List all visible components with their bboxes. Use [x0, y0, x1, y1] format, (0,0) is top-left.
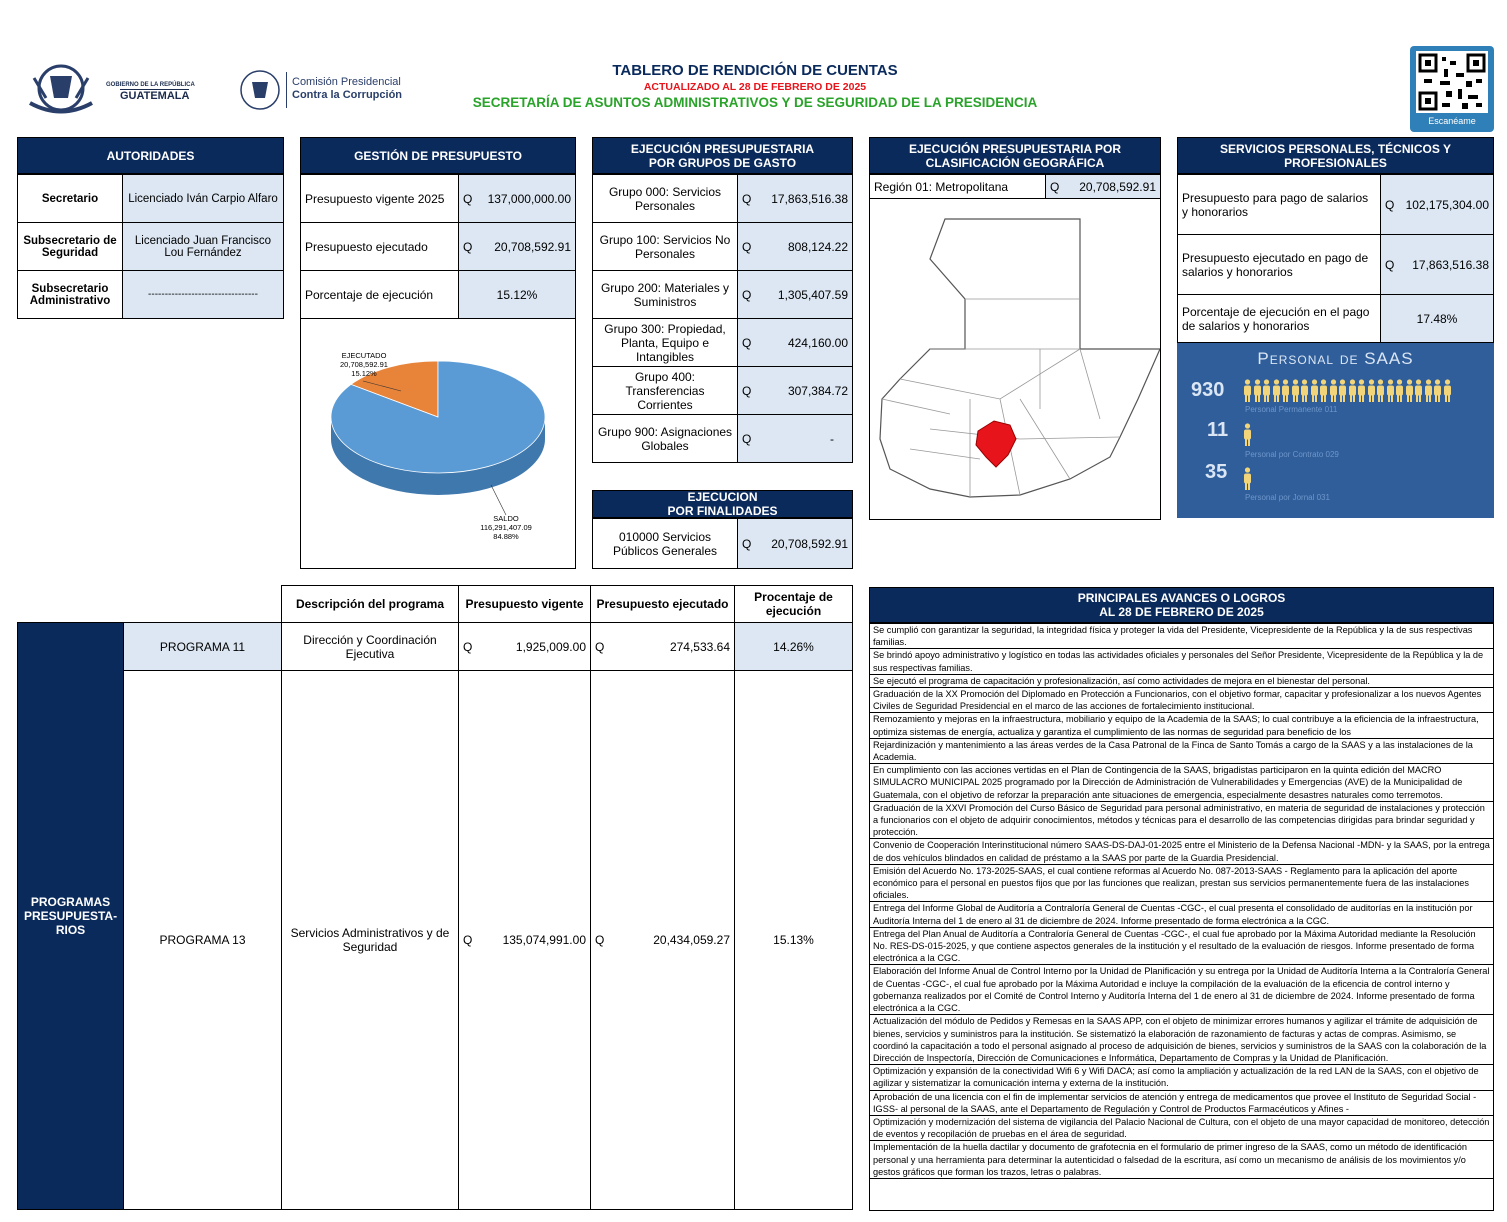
logo2-line1: Comisión Presidencial — [292, 76, 401, 88]
logro-item: Entrega del Informe Global de Auditoría a Contraloría General de Cuentas -CGC-, el cual presenta el consolidado de auditorías en la institución por Auditoría Interna del 1 de enero al 31 de diciembre de 2024. Informe presentado de forma electrónica a la CGC. — [870, 902, 1493, 927]
personal-icons-contrato — [1243, 423, 1253, 449]
logros-list — [869, 623, 1494, 1211]
currency: Q — [1385, 197, 1395, 212]
logro-item: Se cumplió con garantizar la seguridad, la integridad física y proteger la vida del Presidente, Vicepresidente de la República y la de sus respectivas familias. — [870, 624, 1493, 649]
grupo-value: 808,124.22 — [787, 239, 848, 254]
qr-code[interactable] — [1410, 46, 1494, 132]
finalidad-value: 20,708,592.91 — [771, 536, 848, 551]
person-icon — [1376, 379, 1385, 403]
person-icon — [1253, 379, 1262, 403]
programa-porcentaje: 14.26% — [735, 623, 853, 671]
logro-item: Aprobación de una licencia con el fin de implementar servicios de atención y entrega de medicamentos que provee el Instituto de Seguridad Social -IGSS- al personal de la SAAS, ante el Departamento de Regulación y Control de Productos Farmacéuticos y Afines - — [870, 1091, 1493, 1116]
pie-label-name: EJECUTADO — [341, 351, 387, 360]
grupo-label: Grupo 900: Asignaciones Globales — [593, 415, 738, 463]
grupo-value: 424,160.00 — [787, 335, 848, 350]
personal-group-label: Personal por Jornal 031 — [1245, 493, 1330, 502]
person-icon — [1300, 379, 1309, 403]
grupo-label: Grupo 200: Materiales y Suministros — [593, 271, 738, 319]
logo1-line2: GUATEMALA — [120, 90, 190, 102]
person-icon — [1395, 379, 1404, 403]
gestion-header: GESTIÓN DE PRESUPUESTO — [300, 137, 576, 174]
person-icon — [1243, 467, 1252, 491]
finalidad-label: 010000 Servicios Públicos Generales — [593, 519, 738, 569]
person-icon — [1357, 379, 1366, 403]
name-secretario: Licenciado Iván Carpio Alfaro — [123, 175, 284, 223]
geografica-table — [869, 174, 1161, 199]
logro-item: Optimización y modernización del sistema de vigilancia del Palacio Nacional de Cultura, con el objeto de una mayor capacidad de monitoreo, detección de eventos y recopilación de pruebas en el área de seguridad. — [870, 1116, 1493, 1141]
grupos-title-line1: EJECUCIÓN PRESUPUESTARIA — [630, 141, 815, 156]
person-icon — [1310, 379, 1319, 403]
personal-count: 11 — [1207, 419, 1229, 441]
programas-table — [17, 585, 853, 1210]
servicios-label: Presupuesto ejecutado en pago de salarios y honorarios — [1178, 235, 1381, 295]
currency: Q — [742, 191, 752, 206]
role-subsecretario-seguridad: Subsecretario de Seguridad — [18, 223, 123, 271]
currency: Q — [1050, 179, 1060, 194]
person-icon — [1367, 379, 1376, 403]
currency: Q — [463, 933, 473, 947]
programa-name: PROGRAMA 13 — [124, 671, 282, 1210]
finalidades-header — [592, 490, 853, 518]
grupo-label: Grupo 100: Servicios No Personales — [593, 223, 738, 271]
currency: Q — [742, 383, 752, 398]
logro-item: Actualización del módulo de Pedidos y Remesas en la SAAS APP, con el objeto de minimizar errores humanos y agilizar el trámite de adquisición de bienes, servicios y suministros para la institución. Se sistematizó la elaboración de razonamiento de facturas y actas de compras. Asimismo, se coordinó la capacitación a todo el personal asignado al proceso de adquisición de bienes, servicios y suministros de la SAAS con la colaboración de la Dirección de Inspectoría, Dirección de Comunicaciones e Informática, Departamento de Compras y la Unidad de Planificación. — [870, 1015, 1493, 1065]
currency: Q — [463, 639, 473, 654]
role-subsecretario-administrativo: Subsecretario Administrativo — [18, 271, 123, 319]
grupo-value: 307,384.72 — [787, 383, 848, 398]
grupos-title-line2: POR GRUPOS DE GASTO — [648, 155, 797, 170]
grupo-label: Grupo 400: Transferencias Corrientes — [593, 367, 738, 415]
currency: Q — [742, 431, 752, 446]
region-label: Región 01: Metropolitana — [870, 175, 1046, 199]
grupo-label: Grupo 300: Propiedad, Planta, Equipo e Intangibles — [593, 319, 738, 367]
programas-header-porcentaje: Procentaje de ejecución — [735, 586, 853, 623]
logro-item: Se ejecutó el programa de capacitación y profesionalización, así como actividades de mejora en el bienestar del personal. — [870, 675, 1493, 688]
servicios-table — [1177, 174, 1494, 343]
servicios-label: Presupuesto para pago de salarios y honorarios — [1178, 175, 1381, 235]
finalidades-table — [592, 518, 853, 569]
programas-header-desc: Descripción del programa — [282, 586, 459, 623]
logro-item: Convenio de Cooperación Interinstitucional número SAAS-DS-DAJ-01-2025 entre el Ministerio de la Defensa Nacional -MDN- y la SAAS, por la entrega de dos vehículos blindados en calidad de préstamo a la SAAS por parte de la Guardia Presidencial. — [870, 839, 1493, 864]
grupos-header — [592, 137, 853, 174]
autoridades-table — [17, 174, 284, 319]
logros-header — [869, 587, 1494, 623]
currency: Q — [595, 639, 605, 654]
finalidades-title-line2: POR FINALIDADES — [667, 504, 778, 518]
programas-header-ejecutado: Presupuesto ejecutado — [591, 586, 735, 623]
pie-label-percent: 84.88% — [493, 532, 519, 541]
person-icon — [1291, 379, 1300, 403]
programas-side-label: PROGRAMAS PRESUPUESTA-RIOS — [18, 623, 124, 1210]
grupo-value: - — [830, 431, 834, 446]
gestion-value: 15.12% — [459, 271, 576, 319]
gestion-value: 20,708,592.91 — [494, 239, 571, 254]
person-icon — [1319, 379, 1328, 403]
logros-title-line2: AL 28 DE FEBRERO DE 2025 — [1099, 605, 1264, 619]
logro-item: Rejardinización y mantenimiento a las áreas verdes de la Casa Patronal de la Finca de Santo Tomás a cargo de la SAAS y a las instalaciones de la Academia. — [870, 739, 1493, 764]
grupo-label: Grupo 000: Servicios Personales — [593, 175, 738, 223]
gestion-label: Presupuesto vigente 2025 — [301, 175, 459, 223]
currency: Q — [742, 335, 752, 350]
servicios-label: Porcentaje de ejecución en el pago de salarios y honorarios — [1178, 295, 1381, 343]
programa-ejecutado: 274,533.64 — [669, 639, 730, 654]
qr-label: Escanéame — [1428, 116, 1476, 126]
logro-item: Implementación de la huella dactilar y documento de grafotecnia en el formulario de primer ingreso de la SAAS, como un método de identificación personal y una herramienta para determinar la autenticidad o falsedad de la escritura, así como un mecanismo de análisis de los movimientos y/o gestos gráficos que forman los trazos, letras o palabras. — [870, 1141, 1493, 1179]
currency: Q — [595, 933, 605, 947]
servicios-header: SERVICIOS PERSONALES, TÉCNICOS Y PROFESIONALES — [1177, 137, 1494, 174]
person-icon — [1433, 379, 1442, 403]
person-icon — [1243, 379, 1252, 403]
currency: Q — [463, 239, 473, 254]
logro-item: Entrega del Plan Anual de Auditoría a Contraloría General de Cuentas -CGC-, el cual fue aprobado por la Máxima Autoridad mediante la Resolución No. RES-DS-015-2025, y que contiene aspectos generales de la institución y el resultado de la evaluación de riesgos. Informe presentado de forma electrónica a la CGC. — [870, 928, 1493, 966]
coat-of-arms-icon — [20, 58, 102, 118]
personal-count: 930 — [1191, 379, 1225, 401]
person-icon — [1443, 379, 1452, 403]
person-icon — [1243, 423, 1252, 447]
ccc-logo — [238, 68, 418, 114]
programa-ejecutado: 20,434,059.27 — [653, 933, 730, 947]
currency: Q — [1385, 257, 1395, 272]
pie-label-ejecutado — [329, 351, 399, 378]
currency: Q — [742, 287, 752, 302]
programa-vigente: 135,074,991.00 — [502, 933, 586, 947]
currency: Q — [463, 191, 473, 206]
guatemala-map-frame — [869, 198, 1161, 520]
currency: Q — [742, 239, 752, 254]
person-icon — [1329, 379, 1338, 403]
logro-item: Graduación de la XX Promoción del Diplomado en Protección a Funcionarios, con el objetivo formar, capacitar y profesionalizar a los nuevos Agentes Civiles de Seguridad Presidencial en el marco de las acciones de fortalecimiento institucional. — [870, 688, 1493, 713]
person-icon — [1414, 379, 1423, 403]
grupo-value: 17,863,516.38 — [771, 191, 848, 206]
personal-icons-permanente — [1243, 379, 1452, 405]
pie-label-name: SALDO — [493, 514, 519, 523]
personal-count: 35 — [1205, 461, 1228, 483]
region-value: 20,708,592.91 — [1079, 179, 1156, 194]
name-subsecretario-administrativo: --------------------------------- — [123, 271, 284, 319]
person-icon — [1281, 379, 1290, 403]
logros-title-line1: PRINCIPALES AVANCES O LOGROS — [1077, 591, 1286, 605]
programa-name: PROGRAMA 11 — [124, 623, 282, 671]
programas-header-vigente: Presupuesto vigente — [459, 586, 591, 623]
person-icon — [1272, 379, 1281, 403]
role-secretario: Secretario — [18, 175, 123, 223]
gestion-value: 137,000,000.00 — [487, 191, 571, 206]
servicios-value: 17,863,516.38 — [1412, 257, 1489, 272]
logro-item: En cumplimiento con las acciones vertidas en el Plan de Contingencia de la SAAS, brigadistas participaron en la quinta edición del MACRO SIMULACRO MUNICIPAL 2025 programado por la Dirección de Administración de Vulnerabilidades y Emergencias (AVE) de la Municipalidad de Guatemala, con el objetivo de reforzar la preparación ante situaciones de emergencia, especialmente desastres naturales como terremotos. — [870, 764, 1493, 802]
guatemala-government-logo — [20, 58, 220, 118]
personal-infographic — [1177, 343, 1494, 518]
person-icon — [1262, 379, 1271, 403]
logro-item: Remozamiento y mejoras en la infraestructura, mobiliario y equipo de la Academia de la SAAS; lo cual contribuye a la eficiencia de la infraestructura, optimiza sistemas de energía, actualiza y garantiza el cumplimiento de las normas de seguridad para beneficio de los — [870, 713, 1493, 738]
person-icon — [1386, 379, 1395, 403]
person-icon — [1424, 379, 1433, 403]
person-icon — [1348, 379, 1357, 403]
gestion-label: Presupuesto ejecutado — [301, 223, 459, 271]
update-date: ACTUALIZADO AL 28 DE FEBRERO DE 2025 — [643, 81, 867, 93]
geografica-title-line2: CLASIFICACIÓN GEOGRÁFICA — [925, 155, 1105, 170]
logo2-line2: Contra la Corrupción — [292, 89, 403, 101]
person-icon — [1405, 379, 1414, 403]
pie-label-amount: 20,708,592.91 — [340, 360, 388, 369]
seal-icon — [238, 68, 282, 112]
logro-item: Graduación de la XXVI Promoción del Curso Básico de Seguridad para personal administrativo, en materia de seguridad de instalaciones y protección a funcionarios con el objeto de adquirir conocimientos, métodos y técnicas para el desarrollo de las competencias dirigidas para brindar seguridad y protección. — [870, 802, 1493, 840]
programa-porcentaje: 15.13% — [735, 671, 853, 1210]
budget-pie-chart-frame — [300, 318, 576, 569]
logro-item: Optimización y expansión de la conectividad Wifi 6 y Wifi DACA; así como la ampliación y actualización de la red LAN de la SAAS, con el objetivo de agilizar y sistematizar la comunicación interna y externa de la institución. — [870, 1065, 1493, 1090]
autoridades-header: AUTORIDADES — [17, 137, 284, 174]
pie-label-percent: 15.12% — [351, 369, 377, 378]
pie-leader-line — [491, 485, 506, 515]
qr-icon — [1416, 51, 1488, 113]
finalidades-title-line1: EJECUCION — [687, 490, 758, 504]
page-title: TABLERO DE RENDICIÓN DE CUENTAS — [612, 62, 898, 79]
servicios-value: 102,175,304.00 — [1405, 197, 1489, 212]
pie-label-amount: 116,291,407.09 — [480, 523, 532, 532]
gestion-table — [300, 174, 576, 319]
logro-item: Se brindó apoyo administrativo y logístico en todas las actividades oficiales y personales del Señor Presidente, Vicepresidente de la República y la de sus respectivas familias. — [870, 649, 1493, 674]
personal-group-label: Personal por Contrato 029 — [1245, 450, 1339, 459]
servicios-value: 17.48% — [1381, 295, 1494, 343]
person-icon — [1338, 379, 1347, 403]
programa-desc: Dirección y Coordinación Ejecutiva — [282, 623, 459, 671]
logo1-line1: GOBIERNO DE LA REPÚBLICA — [106, 82, 195, 88]
personal-group-label: Personal Permanente 011 — [1245, 405, 1338, 414]
entity-name: SECRETARÍA DE ASUNTOS ADMINISTRATIVOS Y DE SEGURIDAD DE LA PRESIDENCIA — [472, 95, 1038, 110]
personal-icons-jornal — [1243, 467, 1253, 493]
pie-label-saldo — [471, 514, 541, 541]
currency: Q — [742, 536, 752, 551]
logro-item: Emisión del Acuerdo No. 173-2025-SAAS, el cual contiene reformas al Acuerdo No. 087-2013-SAAS - Reglamento para la aplicación del aporte económico para el personal en puestos fijos que por las funciones que realizan, prestan sus servicios permanentemente fuera de las instalaciones oficiales. — [870, 865, 1493, 903]
geografica-title-line1: EJECUCIÓN PRESUPUESTARIA POR — [908, 141, 1122, 156]
grupo-value: 1,305,407.59 — [777, 287, 848, 302]
programa-vigente: 1,925,009.00 — [515, 639, 586, 654]
personal-title: Personal de SAAS — [1257, 349, 1414, 368]
grupos-table — [592, 174, 853, 463]
gestion-label: Porcentaje de ejecución — [301, 271, 459, 319]
guatemala-map — [870, 199, 1160, 519]
geografica-header — [869, 137, 1161, 174]
name-subsecretario-seguridad: Licenciado Juan Francisco Lou Fernández — [123, 223, 284, 271]
logro-item: Elaboración del Informe Anual de Control Interno por la Unidad de Planificación y su entrega por la Unidad de Auditoría Interna a la Contraloría General de Cuentas -CGC-, el cual fue aprobado por la Máxima Autoridad e incluye la compilación de la evaluación de la eficencia de control interno y gobernanza realizados por el Comité de Control Interno y Auditoría Interna del 1 de enero al 31 de diciembre de 2024. Informe presentado de forma electrónica a la CGC. — [870, 965, 1493, 1015]
programa-desc: Servicios Administrativos y de Seguridad — [282, 671, 459, 1210]
